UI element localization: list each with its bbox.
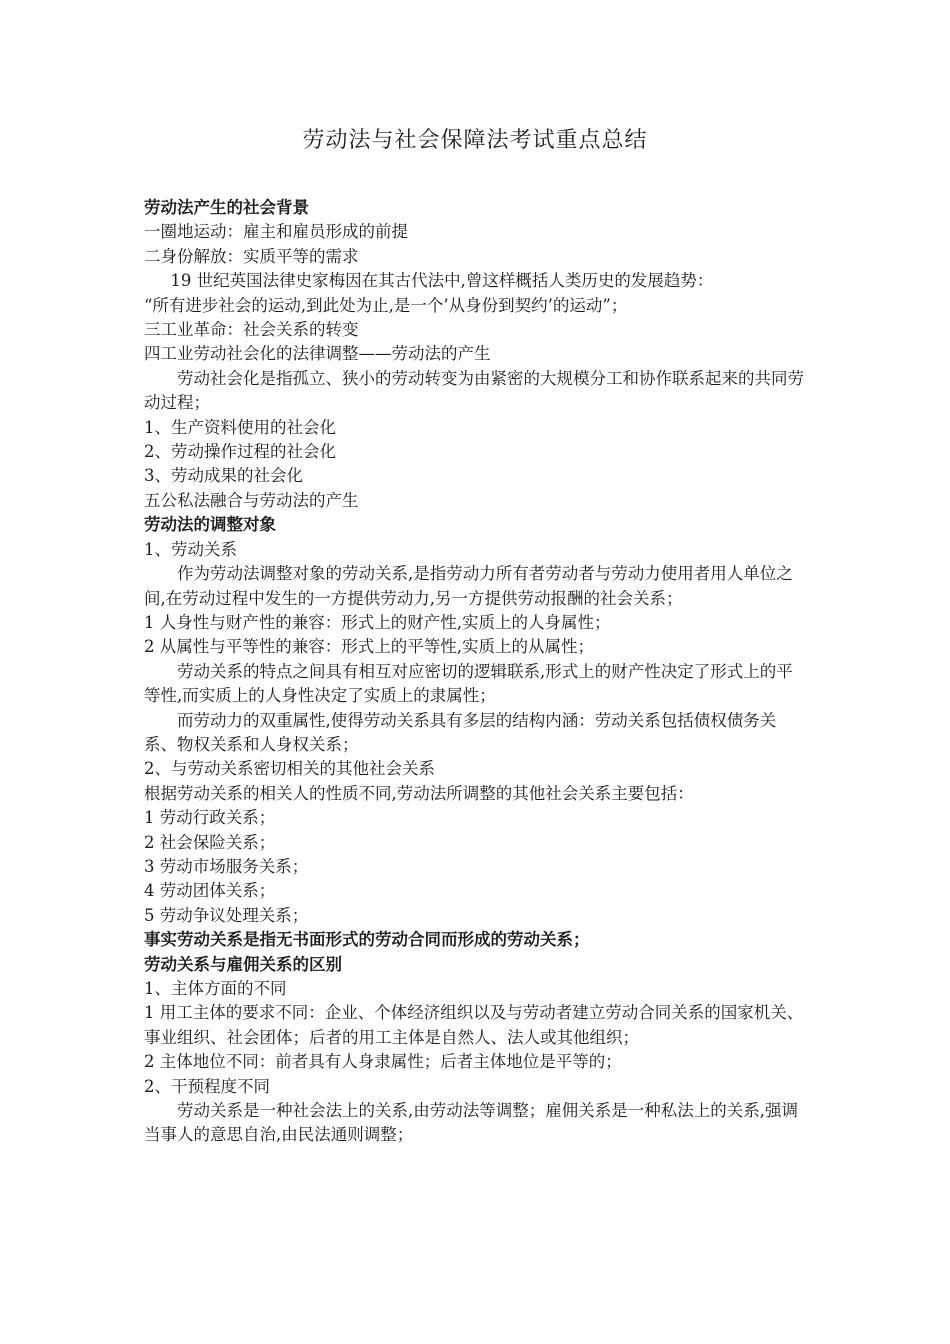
paragraph: 二身份解放：实质平等的需求 [144, 246, 359, 266]
document-body [144, 196, 809, 1148]
paragraph: 一圈地运动：雇主和雇员形成的前提 [144, 222, 408, 242]
paragraph: 五公私法融合与劳动法的产生 [144, 490, 359, 510]
paragraph: 2 主体地位不同：前者具有人身隶属性；后者主体地位是平等的； [144, 1052, 622, 1072]
paragraph: 劳动关系的特点之间具有相互对应密切的逻辑联系,形式上的财产性决定了形式上的平等性,而实质上的人身性决定了实质上的隶属性； [144, 661, 793, 706]
paragraph: 根据劳动关系的相关人的性质不同,劳动法所调整的其他社会关系主要包括： [144, 783, 694, 803]
quote: “所有进步社会的运动,到此处为止,是一个’从身份到契约’的运动”； [144, 295, 628, 315]
paragraph: 1、主体方面的不同 [144, 979, 287, 998]
paragraph: 1 人身性与财产性的兼容：形式上的财产性,实质上的人身属性； [144, 612, 611, 632]
section-heading: 劳动法产生的社会背景 [144, 198, 309, 217]
document-title: 劳动法与社会保障法考试重点总结 [302, 128, 648, 153]
list-item: 3、劳动成果的社会化 [144, 466, 303, 486]
paragraph: 2、与劳动关系密切相关的其他社会关系 [144, 759, 435, 779]
section-heading: 劳动法的调整对象 [144, 515, 276, 535]
list-item: 3 劳动市场服务关系； [144, 856, 309, 876]
paragraph: 而劳动力的双重属性,使得劳动关系具有多层的结构内涵：劳动关系包括债权债务关系、物权关系和人身权关系； [144, 710, 777, 754]
paragraph: 1、劳动关系 [144, 539, 237, 559]
paragraph: 19 世纪英国法律史家梅因在其古代法中,曾这样概括人类历史的发展趋势： [170, 271, 714, 291]
list-item: 1 劳动行政关系； [144, 808, 276, 828]
paragraph: 三工业革命：社会关系的转变 [144, 320, 359, 340]
section-heading: 劳动关系与雇佣关系的区别 [144, 954, 342, 974]
paragraph: 四工业劳动社会化的法律调整——劳动法的产生 [144, 344, 491, 364]
paragraph: 2 从属性与平等性的兼容：形式上的平等性,实质上的从属性； [144, 637, 594, 657]
list-item: 2 社会保险关系； [144, 832, 276, 852]
paragraph: 劳动社会化是指孤立、狭小的劳动转变为由紧密的大规模分工和协作联系起来的共同劳动过程； [144, 368, 804, 413]
list-item: 4 劳动团体关系； [144, 881, 276, 901]
list-item: 5 劳动争议处理关系； [144, 905, 309, 925]
paragraph: 劳动关系是一种社会法上的关系,由劳动法等调整；雇佣关系是一种私法上的关系,强调当事人的意思自治,由民法通则调整； [144, 1101, 798, 1145]
list-item: 2、劳动操作过程的社会化 [144, 442, 336, 462]
section-heading: 事实劳动关系是指无书面形式的劳动合同而形成的劳动关系； [144, 930, 590, 950]
paragraph: 2、干预程度不同 [144, 1076, 270, 1096]
list-item: 1、生产资料使用的社会化 [144, 417, 336, 437]
paragraph: 1 用工主体的要求不同：企业、个体经济组织以及与劳动者建立劳动合同关系的国家机关、事业组织、社会团体；后者的用工主体是自然人、法人或其他组织； [144, 1003, 804, 1047]
paragraph: 作为劳动法调整对象的劳动关系,是指劳动力所有者劳动者与劳动力使用者用人单位之间,在劳动过程中发生的一方提供劳动力,另一方提供劳动报酬的社会关系； [144, 564, 793, 608]
